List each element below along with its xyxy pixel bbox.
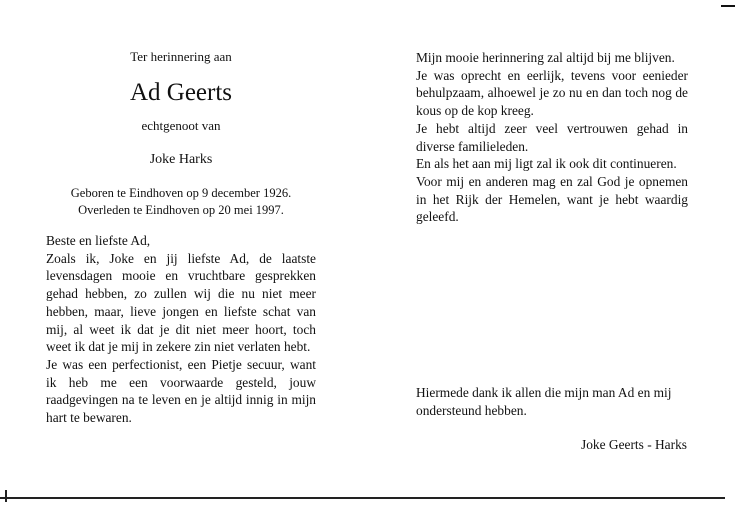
bottom-crop-mark [5, 490, 7, 502]
left-letter [46, 232, 316, 427]
deceased-name: Ad Geerts [129, 79, 233, 106]
right-letter [416, 49, 688, 226]
corner-crop-mark [721, 5, 735, 7]
bottom-rule [0, 497, 725, 499]
letter-line: Voor mij en anderen mag en zal God je opnemen in het Rijk der Hemelen, want je hebt waardig geleefd. [416, 173, 688, 225]
life-dates [46, 185, 316, 219]
spouse-intro: echtgenoot van [141, 118, 221, 133]
letter-line: Beste en liefste Ad, [46, 233, 151, 248]
spouse-name: Joke Harks [149, 152, 213, 167]
thanks-text: Hiermede dank ik allen die mijn man Ad en mij ondersteund hebben. [416, 385, 672, 418]
letter-line: En als het aan mij ligt zal ik ook dit continueren. [416, 156, 677, 172]
intro-text: Ter herinnering aan [130, 49, 232, 64]
letter-line: Zoals ik, Joke en jij liefste Ad, de laatste levensdagen mooie en vruchtbare gesprekken gehad hebben, zo zullen wij die nu niet meer hebben, maar, lieve jongen en liefste schat van mij, al weet ik dat je dit niet meer hoort, toch weet ik dat je mij in zekere zin niet verlaten hebt. [46, 250, 316, 355]
death-line: Overleden te Eindhoven op 20 mei 1997. [78, 203, 284, 217]
letter-line: Je was oprecht en eerlijk, tevens voor eenieder behulpzaam, alhoewel je zo nu en dan toch nog de kous op de kop kreeg. [416, 67, 688, 119]
signature: Joke Geerts - Harks [581, 437, 687, 452]
left-column [46, 49, 316, 427]
letter-line: Je hebt altijd zeer veel vertrouwen gehad in diverse familieleden. [416, 120, 688, 154]
birth-line: Geboren te Eindhoven op 9 december 1926. [70, 186, 292, 200]
letter-line: Mijn mooie herinnering zal altijd bij me blijven. [416, 50, 675, 65]
letter-line: Je was een perfectionist, een Pietje secuur, want ik heb me een voorwaarde gesteld, jouw raadgevingen na te leven en je altijd innig in mijn hart te bewaren. [46, 356, 316, 426]
